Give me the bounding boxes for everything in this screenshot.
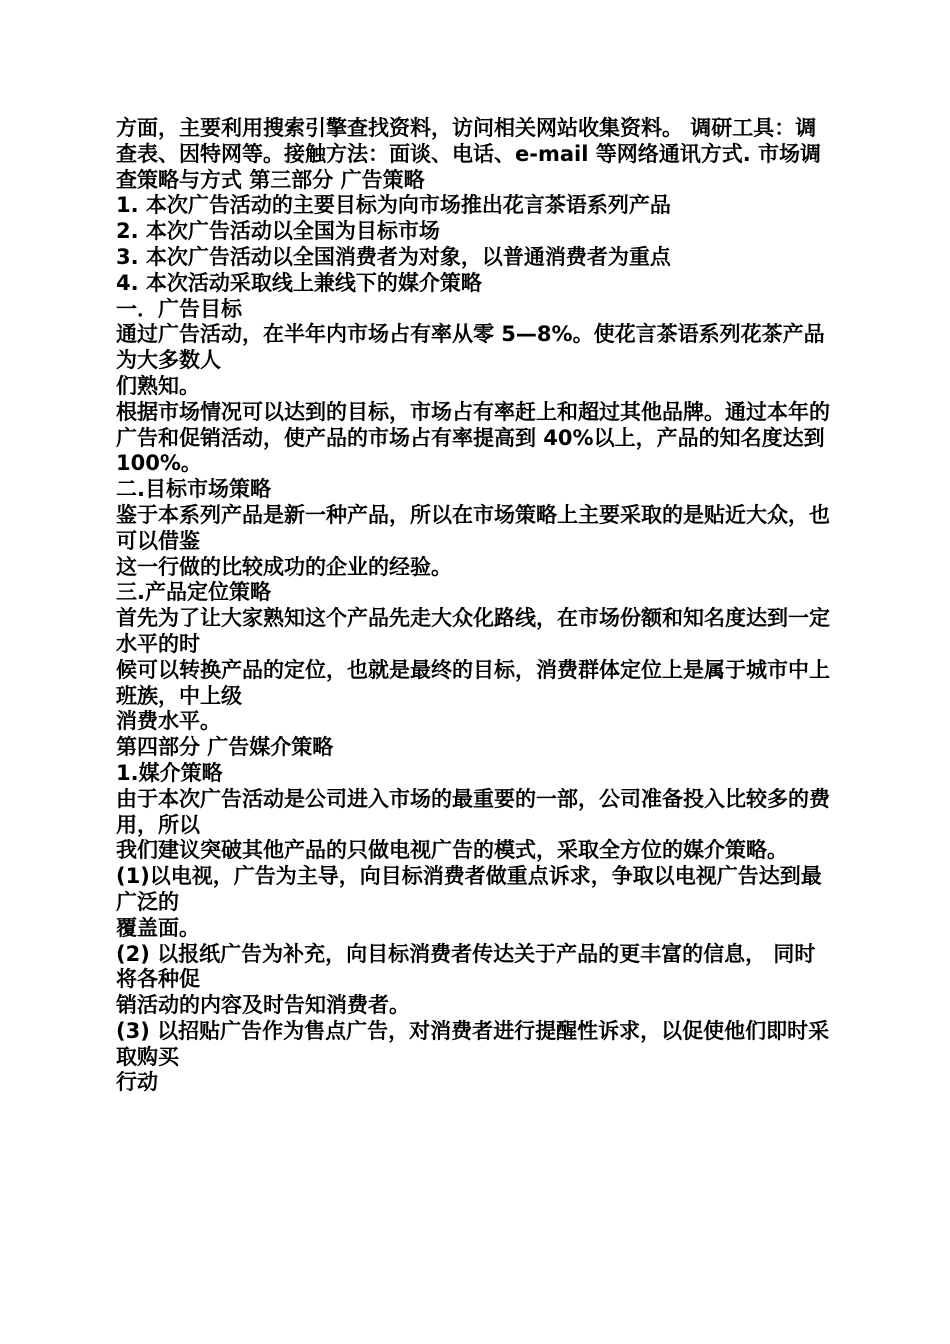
paragraph-target-market-cont: 这一行做的比较成功的企业的经验。 bbox=[116, 554, 452, 579]
heading-media-strategy: 1.媒介策略 bbox=[116, 760, 223, 785]
paragraph-positioning-1: 首先为了让大家熟知这个产品先走大众化路线，在市场份额和知名度达到一定水平的时 bbox=[116, 606, 830, 656]
paragraph-media-1: 由于本次广告活动是公司进入市场的最重要的一部，公司准备投入比较多的费用，所以 bbox=[116, 786, 830, 837]
heading-target-market: 二.目标市场策略 bbox=[116, 477, 271, 502]
paragraph-research-methods: 方面，主要利用搜索引擎查找资料，访问相关网站收集资料。 调研工具：调查表、因特网等。接触方法：面谈、电话、e-mail 等网络通讯方式. 市场调查策略与方式 第三部分 广告策略 bbox=[116, 116, 822, 192]
paragraph-positioning-3: 消费水平。 bbox=[116, 709, 221, 734]
strategy-item-3: 3. 本次广告活动以全国消费者为对象，以普通消费者为重点 bbox=[116, 244, 671, 269]
strategy-item-2: 2. 本次广告活动以全国为目标市场 bbox=[116, 219, 440, 244]
document-page bbox=[116, 116, 836, 1096]
media-item-newspaper: (2) 以报纸广告为补充，向目标消费者传达关于产品的更丰富的信息， 同时将各种促 bbox=[116, 941, 816, 992]
paragraph-ad-goal-1-cont: 们熟知。 bbox=[116, 373, 200, 398]
paragraph-ad-goal-2-cont: 100%。 bbox=[116, 451, 202, 476]
strategy-item-1: 1. 本次广告活动的主要目标为向市场推出花言茶语系列产品 bbox=[116, 193, 671, 218]
paragraph-target-market: 鉴于本系列产品是新一种产品，所以在市场策略上主要采取的是贴近大众，也可以借鉴 bbox=[116, 502, 830, 553]
media-item-newspaper-cont: 销活动的内容及时告知消费者。 bbox=[116, 993, 410, 1018]
media-item-tv: (1)以电视，广告为主导，向目标消费者做重点诉求，争取以电视广告达到最广泛的 bbox=[116, 864, 822, 914]
media-item-poster: (3) 以招贴广告作为售点广告，对消费者进行提醒性诉求，以促使他们即时采取购买 bbox=[116, 1018, 830, 1069]
heading-positioning: 三.产品定位策略 bbox=[116, 580, 271, 605]
paragraph-ad-goal-1: 通过广告活动，在半年内市场占有率从零 5—8%。使花言茶语系列花茶产品为大多数人 bbox=[116, 322, 825, 373]
media-item-poster-cont: 行动 bbox=[116, 1070, 158, 1095]
paragraph-media-2: 我们建议突破其他产品的只做电视广告的模式，采取全方位的媒介策略。 bbox=[116, 838, 788, 863]
heading-ad-goal: 一．广告目标 bbox=[116, 296, 242, 321]
strategy-item-4: 4. 本次活动采取线上兼线下的媒介策略 bbox=[116, 270, 482, 295]
heading-part-four: 第四部分 广告媒介策略 bbox=[116, 735, 334, 760]
paragraph-ad-goal-2: 根据市场情况可以达到的目标，市场占有率赶上和超过其他品牌。通过本年的广告和促销活动，使产品的市场占有率提高到 40%以上，产品的知名度达到 bbox=[116, 399, 830, 450]
paragraph-positioning-2: 候可以转换产品的定位，也就是最终的目标，消费群体定位上是属于城市中上班族，中上级 bbox=[116, 657, 830, 708]
media-item-tv-cont: 覆盖面。 bbox=[116, 915, 200, 940]
